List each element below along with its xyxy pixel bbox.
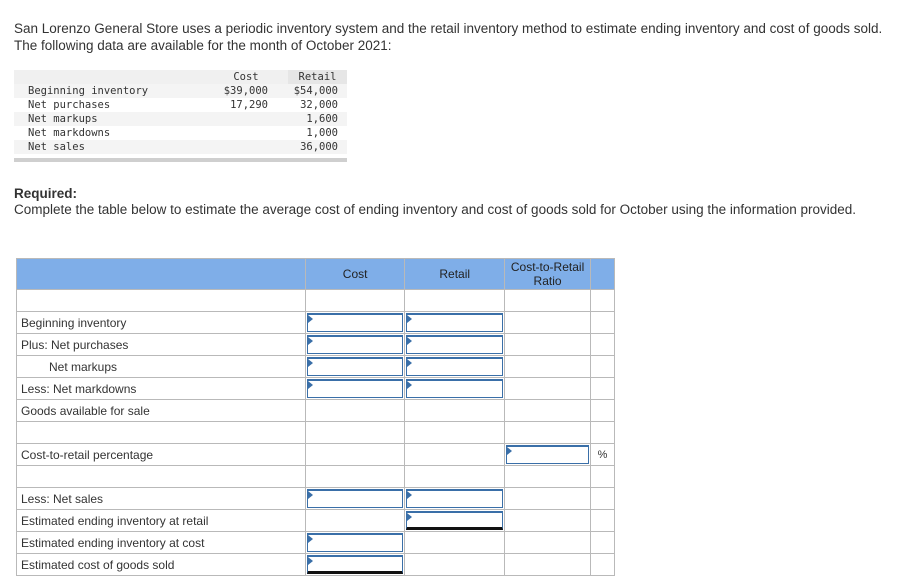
header-cost: Cost — [305, 259, 404, 290]
percent-sign: % — [590, 444, 614, 466]
answer-header-row — [17, 259, 615, 290]
required-heading: Required: — [14, 186, 78, 201]
spacer-row — [17, 290, 615, 312]
row-label: Beginning inventory — [17, 312, 306, 334]
beginning-cost-input[interactable] — [307, 313, 403, 332]
given-row-retail: 1,000 — [306, 127, 338, 139]
given-row — [14, 126, 347, 140]
row-label: Net markups — [17, 356, 306, 378]
cogs-input[interactable] — [307, 555, 403, 574]
given-row — [14, 98, 347, 112]
row-sales — [17, 488, 615, 510]
header-pct-blank — [590, 259, 614, 290]
given-row-retail: 32,000 — [300, 99, 338, 111]
end-retail-input[interactable] — [406, 511, 503, 530]
row-label: Estimated ending inventory at cost — [17, 532, 306, 554]
row-end-retail — [17, 510, 615, 532]
given-row-retail: 36,000 — [300, 141, 338, 153]
required-section — [14, 186, 899, 218]
row-markups — [17, 356, 615, 378]
given-row-label: Net markups — [28, 113, 98, 125]
row-end-cost — [17, 532, 615, 554]
given-row — [14, 140, 347, 154]
row-label: Less: Net markdowns — [17, 378, 306, 400]
given-data-table — [14, 70, 347, 162]
given-row-label: Net sales — [28, 141, 85, 153]
row-label: Goods available for sale — [17, 400, 306, 422]
markups-retail-input[interactable] — [406, 357, 503, 376]
purchases-retail-input[interactable] — [406, 335, 503, 354]
given-row — [14, 84, 347, 98]
answer-table — [16, 258, 615, 576]
end-cost-input[interactable] — [307, 533, 403, 552]
given-row-cost: $39,000 — [223, 85, 268, 97]
given-row — [14, 112, 347, 126]
given-row-cost: 17,290 — [230, 99, 268, 111]
required-text: Complete the table below to estimate the average cost of ending inventory and cost of goods sold for October using the information provided. — [14, 202, 856, 217]
markups-cost-input[interactable] — [307, 357, 403, 376]
sales-retail-input[interactable] — [406, 489, 503, 508]
row-beginning — [17, 312, 615, 334]
given-row-retail: 1,600 — [306, 113, 338, 125]
given-retail-header: Retail — [288, 70, 347, 84]
header-retail: Retail — [405, 259, 505, 290]
ctr-ratio-input[interactable] — [506, 445, 589, 464]
given-row-label: Net markdowns — [28, 127, 111, 139]
spacer-row — [17, 466, 615, 488]
markdowns-cost-input[interactable] — [307, 379, 403, 398]
given-bottom-rule — [14, 158, 347, 162]
given-row-label: Beginning inventory — [28, 85, 149, 97]
sales-cost-input[interactable] — [307, 489, 403, 508]
header-ratio: Cost-to-Retail Ratio — [505, 259, 591, 290]
purchases-cost-input[interactable] — [307, 335, 403, 354]
spacer-row — [17, 422, 615, 444]
row-cogs — [17, 554, 615, 576]
row-available — [17, 400, 615, 422]
row-label: Estimated cost of goods sold — [17, 554, 306, 576]
given-header — [14, 70, 347, 84]
beginning-retail-input[interactable] — [406, 313, 503, 332]
given-cost-header: Cost — [233, 71, 259, 83]
given-row-retail: $54,000 — [293, 85, 338, 97]
markdowns-retail-input[interactable] — [406, 379, 503, 398]
header-blank — [17, 259, 306, 290]
problem-intro: San Lorenzo General Store uses a periodic inventory system and the retail inventory method to estimate ending inventory and cost of goods sold. The following data are available for the month of October 2021: — [14, 21, 883, 53]
row-label: Estimated ending inventory at retail — [17, 510, 306, 532]
row-ctr — [17, 444, 615, 466]
row-purchases — [17, 334, 615, 356]
given-row-label: Net purchases — [28, 99, 111, 111]
row-label: Plus: Net purchases — [17, 334, 306, 356]
row-markdowns — [17, 378, 615, 400]
row-label: Less: Net sales — [17, 488, 306, 510]
row-label: Cost-to-retail percentage — [17, 444, 306, 466]
